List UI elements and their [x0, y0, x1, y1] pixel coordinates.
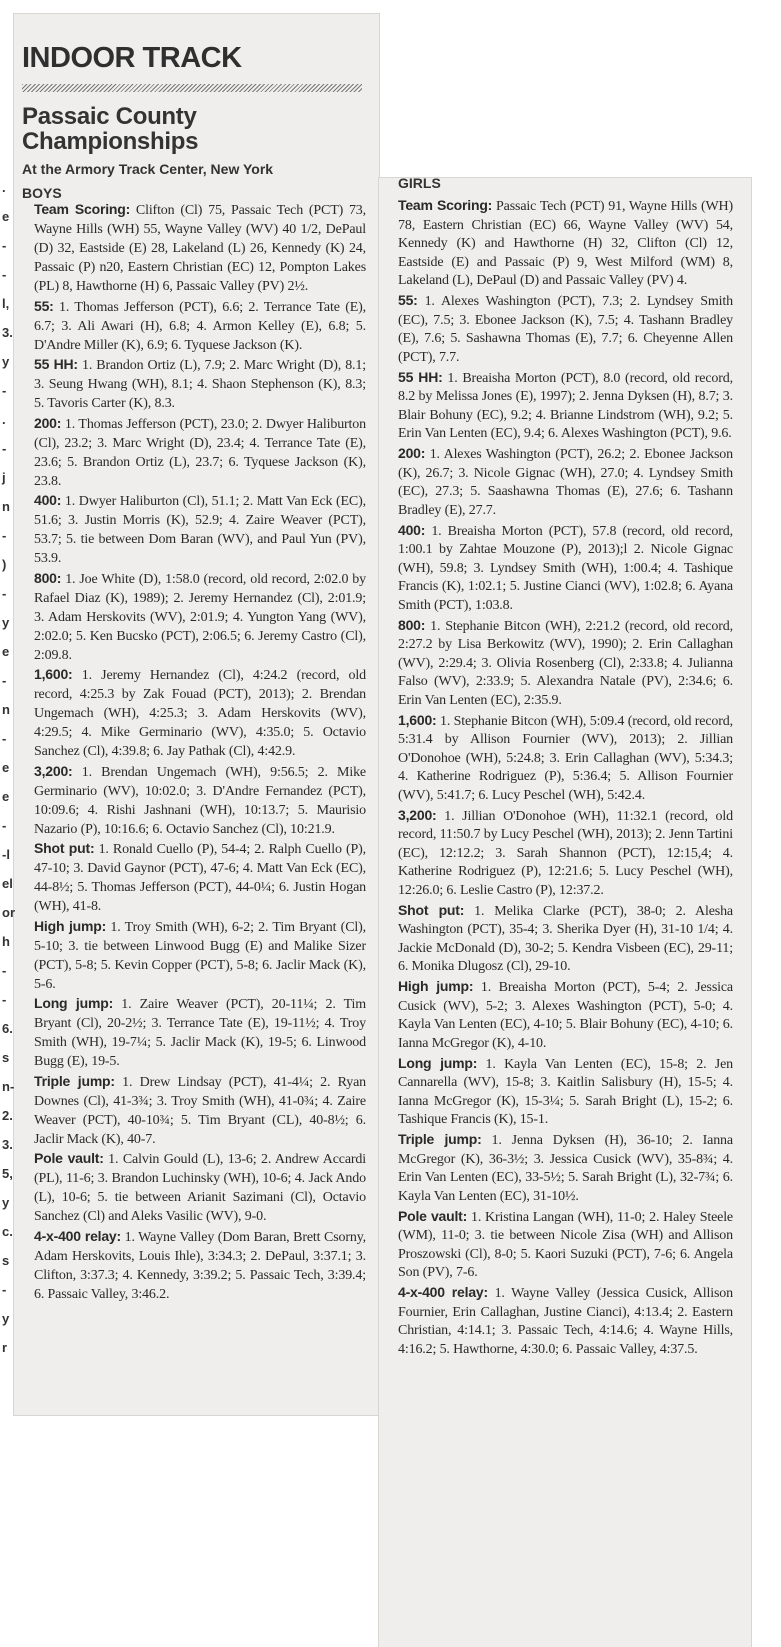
edge-fragment: e [2, 644, 10, 659]
edge-fragment: or [2, 905, 15, 920]
event-name: 1,600: [398, 711, 437, 728]
event-results: 1. Jillian O'Donohoe (WH), 11:32.1 (record, old record, 11:50.7 by Lucy Peschel (WH), 2013); 2. Jenn Tartini (EC), 12:12.2; 3. Sarah Shannon (PCT), 12:15,4; 4. Katherine Rodriguez (P), 12:21.6; 5. Lucy Peschel (WH), 12:26.0; 6. Leslie Castro (P), 12:37.2. [398, 808, 733, 898]
result-entry [398, 977, 733, 1053]
edge-fragment: e [2, 760, 10, 775]
event-results: 1. Breaisha Morton (PCT), 8.0 (record, old record, 8.2 by Melissa Jones (E), 1997); 2. Jenna Dyksen (H), 8.7; 3. Blair Bohuny (EC), 9.2; 4. Brianne Lindstrom (WH), 9.2; 5. Erin Van Lenten (EC), 9.4; 6. Alexes Washington (PCT), 9.6. [398, 370, 733, 441]
event-results: Clifton (Cl) 75, Passaic Tech (PCT) 73, Wayne Hills (WH) 55, Wayne Valley (WV) 40 1/2, DePaul (D) 32, Eastside (E) 28, Lakeland (L) 26, Kennedy (K) 24, Passaic (P) n20, Eastern Christian (EC) 12, Pompton Lakes (PL) 8, Hawthorne (H) 6, Passaic Valley (PV) 2½. [34, 203, 367, 294]
result-entry [34, 297, 366, 355]
edge-fragment: r [2, 1340, 8, 1355]
event-name: Team Scoring: [34, 201, 131, 217]
event-name: Triple jump: [398, 1131, 482, 1147]
event-results: 1. Brandon Ortiz (L), 7.9; 2. Marc Wright (D), 8.1; 3. Seung Hwang (WH), 8.1; 4. Shaon Stephenson (K), 8.3; 5. Tavoris Carter (K), 8.3. [34, 358, 366, 411]
event-name: Pole vault: [398, 1207, 468, 1224]
edge-fragment: . [2, 412, 6, 427]
event-results: 1. Stephanie Bitcon (WH), 2:21.2 (record, old record, 2:27.2 by Lisa Berkowitz (WV), 1990); 2. Erin Callaghan (WV), 2:29.4; 3. Olivia Rosenberg (Cl), 2:33.8; 4. Julianna Falso (WV), 2:33.9; 5. Alexandra Natale (PV), 2:34.6; 6. Erin Van Lenten (EC), 2:35.9. [398, 618, 733, 708]
edge-fragment: . [2, 180, 6, 195]
edge-fragment: y [2, 615, 10, 630]
result-entry [34, 491, 366, 568]
boys-label: BOYS [22, 185, 62, 201]
edge-fragment: y [2, 1195, 10, 1210]
event-name: 800: [34, 569, 62, 586]
event-results: 1. Jenna Dyksen (H), 36-10; 2. Ianna McGregor (K), 36-3½; 3. Jessica Cusick (WV), 35-8¾; 4. Erin Van Lenten (EC), 33-5½; 5. Sarah Bright (L), 32-7¾; 6. Kayla Van Lenten (EC), 31-10½. [398, 1133, 733, 1204]
event-name: 800: [398, 616, 426, 633]
event-name: Shot put: [34, 840, 95, 856]
event-name: Long jump: [398, 1054, 478, 1071]
girls-results [398, 196, 733, 1360]
result-entry [34, 917, 366, 994]
edge-fragment: - [2, 238, 7, 253]
edge-fragment: - [2, 528, 7, 543]
headline-line-2: Championships [22, 128, 199, 155]
edge-fragment: - [2, 586, 7, 601]
event-results: 1. Zaire Weaver (PCT), 20-11¼; 2. Tim Bryant (Cl), 20-2½; 3. Terrance Tate (E), 19-11½; 4. Troy Smith (WH), 19-7¼; 5. Jaclir Mack (K), 19-5; 6. Linwood Bugg (E), 19-5. [34, 997, 367, 1069]
event-name: Long jump: [34, 995, 114, 1011]
event-name: 200: [398, 445, 426, 461]
event-results: 1. Alexes Washington (PCT), 26.2; 2. Ebonee Jackson (K), 26.7; 3. Nicole Gignac (WH), 27.0; 4. Lyndsey Smith (EC), 27.3; 5. Saashawna Thomas (E), 27.6; 6. Tashann Bradley (E), 27.7. [398, 447, 733, 518]
event-results: 1. Thomas Jefferson (PCT), 23.0; 2. Dwyer Haliburton (Cl), 23.2; 3. Marc Wright (D), 23.4; 4. Terrance Tate (E), 23.6; 5. Brandon Ortiz (L), 23.7; 6. Tyquese Jackson (K), 23.8. [34, 416, 366, 489]
event-results: 1. Alexes Washington (PCT), 7.3; 2. Lyndsey Smith (EC), 7.5; 3. Ebonee Jackson (K), 7.5; 4. Tashann Bradley (E), 7.6; 5. Sashawna Thomas (E), 7.7; 6. Cheyenne Allen (PCT), 7.7. [398, 294, 733, 365]
edge-fragment: - [2, 992, 7, 1007]
edge-fragment: h [2, 934, 10, 949]
result-entry [398, 368, 733, 444]
result-entry [34, 200, 366, 296]
result-entry [34, 1072, 366, 1149]
result-entry [398, 521, 733, 616]
section-kicker: INDOOR TRACK [22, 42, 242, 74]
result-entry [34, 355, 366, 413]
event-name: Team Scoring: [398, 197, 493, 213]
headline-line-1: Passaic County [22, 103, 197, 130]
edge-fragment: - [2, 441, 7, 456]
article-header [22, 40, 362, 202]
edge-fragment: - [2, 267, 7, 282]
result-entry [398, 901, 733, 977]
edge-fragment: 2. [2, 1108, 13, 1123]
event-results: 1. Wayne Valley (Jessica Cusick, Allison Fournier, Erin Callaghan, Justine Cianci), 4:13.4; 2. Eastern Christian, 4:14.1; 3. Passaic Tech, 4:14.6; 4. Wayne Hills, 4:16.2; 5. Hawthorne, 4:30.0; 6. Passaic Valley, 4:37.5. [398, 1286, 734, 1357]
edge-fragment: y [2, 354, 10, 369]
edge-fragment: ) [2, 557, 7, 572]
result-entry [34, 665, 366, 761]
girls-label: GIRLS [398, 175, 441, 191]
adjacent-column-edge [0, 180, 14, 1410]
kicker-rule [22, 84, 362, 92]
edge-fragment: y [2, 1311, 10, 1326]
edge-fragment: 5, [2, 1166, 13, 1181]
event-name: Shot put: [398, 901, 465, 918]
event-results: 1. Dwyer Haliburton (Cl), 51.1; 2. Matt Van Eck (EC), 51.6; 3. Justin Morris (K), 52.9; 4. Zaire Weaver (PCT), 53.7; 5. tie between Dom Baran (WV), and Paul Yun (PV), 53.9. [34, 494, 366, 566]
edge-fragment: - [2, 1282, 7, 1297]
result-entry [398, 1207, 733, 1283]
event-results: 1. Kristina Langan (WH), 11-0; 2. Haley Steele (WM), 11-0; 3. tie between Nicole Zisa (WH) and Allison Proszowski (Cl), 8-0; 5. Kaori Suzuki (PCT), 7-6; 6. Angela Son (PV), 7-6. [398, 1209, 733, 1280]
result-entry [34, 762, 366, 839]
edge-fragment: n [2, 702, 10, 717]
dateline: At the Armory Track Center, New York [22, 161, 274, 177]
result-entry [34, 414, 366, 491]
event-name: 400: [398, 521, 426, 538]
edge-fragment: 3. [2, 325, 13, 340]
event-results: 1. Stephanie Bitcon (WH), 5:09.4 (record, old record, 5:31.4 by Allison Fournier (WV), 2013); 2. Jillian O'Donohoe (WH), 5:24.8; 3. Erin Callaghan (WV), 5:34.3; 4. Katherine Rodriguez (P), 5:36.4; 5. Allison Fournier (WV), 5:41.7; 6. Lucy Peschel (WH), 5:42.4. [398, 713, 733, 803]
edge-fragment: - [2, 963, 7, 978]
edge-fragment: - [2, 673, 7, 688]
event-name: 55: [398, 292, 418, 308]
edge-fragment: - [2, 383, 7, 398]
edge-fragment: s [2, 1253, 10, 1268]
edge-fragment: 3. [2, 1137, 13, 1152]
edge-fragment: s [2, 1050, 10, 1065]
edge-fragment: 6. [2, 1021, 13, 1036]
result-entry [34, 569, 366, 665]
edge-fragment: - [2, 818, 7, 833]
event-name: 4-x-400 relay: [398, 1284, 488, 1300]
event-results: 1. Melika Clarke (PCT), 38-0; 2. Alesha Washington (PCT), 35-4; 3. Sherika Dyer (H), 31-10 1/4; 4. Jackie McDonald (D), 30-2; 5. Kendra Visbeen (EC), 29-11; 6. Monika Dlugosz (Cl), 29-10. [398, 903, 733, 974]
event-name: 55 HH: [398, 368, 443, 385]
edge-fragment: e [2, 209, 10, 224]
event-results: 1. Breaisha Morton (PCT), 57.8 (record, old record, 1:00.1 by Zahtae Mouzone (P), 2013);l 2. Nicole Gignac (WH), 59.8; 3. Lyndsey Smith (WH), 1:00.4; 4. Tashique Francis (K), 1:02.1; 5. Justine Cianci (WV), 1:02.8; 6. Ayana Smith (PCT), 1:03.8. [398, 523, 733, 613]
result-entry [34, 1149, 366, 1226]
result-entry [398, 1054, 733, 1130]
event-name: 3,200: [398, 806, 437, 823]
event-name: High jump: [398, 978, 474, 994]
event-name: 200: [34, 414, 62, 431]
event-name: 3,200: [34, 762, 73, 779]
result-entry [398, 711, 733, 806]
event-name: High jump: [34, 917, 107, 934]
edge-fragment: n- [2, 1079, 15, 1094]
result-entry [398, 1283, 733, 1359]
event-name: 55 HH: [34, 356, 78, 372]
event-results: 1. Wayne Valley (Dom Baran, Brett Csorny, Adam Herskovits, Louis Ihle), 3:34.3; 2. DePaul, 3:37.1; 3. Clifton, 3:37.3; 4. Kennedy, 3:39.2; 5. Passaic Tech, 3:39.4; 6. Passaic Valley, 3:46.2. [34, 1229, 367, 1302]
event-results: 1. Breaisha Morton (PCT), 5-4; 2. Jessica Cusick (WV), 5-2; 3. Alexes Washington (PCT), 5-0; 4. Kayla Van Lenten (EC), 4-10; 5. Blair Bohuny (EC), 4-10; 6. Ianna McGregor (K), 4-10. [398, 980, 733, 1051]
edge-fragment: j [2, 470, 6, 485]
result-entry [398, 1130, 733, 1206]
event-results: 1. Brendan Ungemach (WH), 9:56.5; 2. Mike Germinario (WV), 10:02.0; 3. D'Andre Fernandez (PCT), 10:09.6; 4. Rishi Jashnani (WH), 10:13.7; 5. Maurisio Nazario (P), 10:16.6; 6. Octavio Sanchez (Cl), 10:21.9. [34, 764, 366, 837]
result-entry [398, 806, 733, 901]
event-name: Triple jump: [34, 1072, 115, 1089]
edge-fragment: el [2, 876, 13, 891]
edge-fragment: -l [2, 847, 10, 862]
event-results: 1. Kayla Van Lenten (EC), 15-8; 2. Jen Cannarella (WV), 15-8; 3. Kaitlin Salisbury (H), 15-5; 4. Ianna McGregor (K), 15-3¼; 5. Sarah Bright (L), 15-2; 6. Tashique Francis (K), 15-1. [398, 1056, 734, 1127]
edge-fragment: c. [2, 1224, 13, 1239]
result-entry [34, 1227, 366, 1304]
event-results: 1. Drew Lindsay (PCT), 41-4¼; 2. Ryan Downes (Cl), 41-3¾; 3. Troy Smith (WH), 41-0¾; 4. Zaire Weaver (PCT), 40-10¾; 5. Tim Bryant (CL), 40-8½; 6. Jaclir Mack (K), 40-7. [34, 1074, 366, 1147]
edge-fragment: e [2, 789, 10, 804]
event-results: 1. Troy Smith (WH), 6-2; 2. Tim Bryant (Cl), 5-10; 3. tie between Linwood Bugg (E) and Malike Sizer (PCT), 5-8; 5. Kevin Copper (PCT), 5-8; 6. Jaclir Mack (K), 5-6. [34, 919, 366, 992]
result-entry [398, 444, 733, 520]
event-results: 1. Thomas Jefferson (PCT), 6.6; 2. Terrance Tate (E), 6.7; 3. Ali Awari (H), 6.8; 4. Armon Kelley (E), 6.8; 5. D'Andre Miller (K), 6.9; 6. Tyquese Jackson (K). [34, 299, 366, 353]
event-name: 1,600: [34, 666, 73, 682]
event-results: 1. Jeremy Hernandez (Cl), 4:24.2 (record, old record, 4:25.3 by Zak Fouad (PCT), 2013); 2. Brendan Ungemach (WH), 4:25.3; 3. Adam Herskovits (WV), 4:29.5; 4. Mike Germinario (WV), 4:35.0; 5. Octavio Sanchez (Cl), 4:39.8; 6. Jay Pathak (Cl), 4:42.9. [34, 668, 366, 759]
event-name: 4-x-400 relay: [34, 1227, 121, 1244]
edge-fragment: - [2, 731, 7, 746]
event-results: Passaic Tech (PCT) 91, Wayne Hills (WH) 78, Eastern Christian (EC) 66, Wayne Valley (WV) 54, Kennedy (K) and Hawthorne (H) 32, Clifton (Cl) 12, Eastside (E) and Passaic (P) 9, West Milford (WM) 8, Lakeland (L), DePaul (D) and Passaic Valley (PV) 4. [398, 199, 733, 288]
edge-fragment: n [2, 499, 10, 514]
event-name: Pole vault: [34, 1150, 104, 1166]
result-entry [34, 994, 366, 1071]
event-results: 1. Joe White (D), 1:58.0 (record, old record, 2:02.0 by Rafael Diaz (K), 1989); 2. Jeremy Hernandez (Cl), 2:01.9; 3. Adam Herskovits (WV), 2:01.9; 4. Yungton Yang (WV), 2:02.0; 5. Ken Bucsko (PCT), 2:06.5; 6. Jeremy Castro (Cl), 2:09.8. [34, 571, 366, 663]
result-entry [398, 196, 733, 291]
result-entry [398, 291, 733, 367]
event-results: 1. Ronald Cuello (P), 54-4; 2. Ralph Cuello (P), 47-10; 3. David Gaynor (PCT), 47-6; 4. Matt Van Eck (EC), 44-8½; 5. Thomas Jefferson (PCT), 44-0¼; 6. Justin Hogan (WH), 41-8. [34, 842, 367, 914]
result-entry [34, 839, 366, 916]
result-entry [398, 616, 733, 711]
event-name: 55: [34, 297, 54, 314]
boys-results [34, 200, 366, 1304]
event-results: 1. Calvin Gould (L), 13-6; 2. Andrew Accardi (PL), 11-6; 3. Brandon Luchinsky (WH), 10-6; 4. Jack Ando (L), 10-6; 5. tie between Arianit Sazimani (Cl), Octavio Sanchez (Cl) and Aleks Vasilic (WV), 9-0. [34, 1152, 366, 1224]
event-name: 400: [34, 492, 62, 508]
edge-fragment: l, [2, 296, 10, 311]
